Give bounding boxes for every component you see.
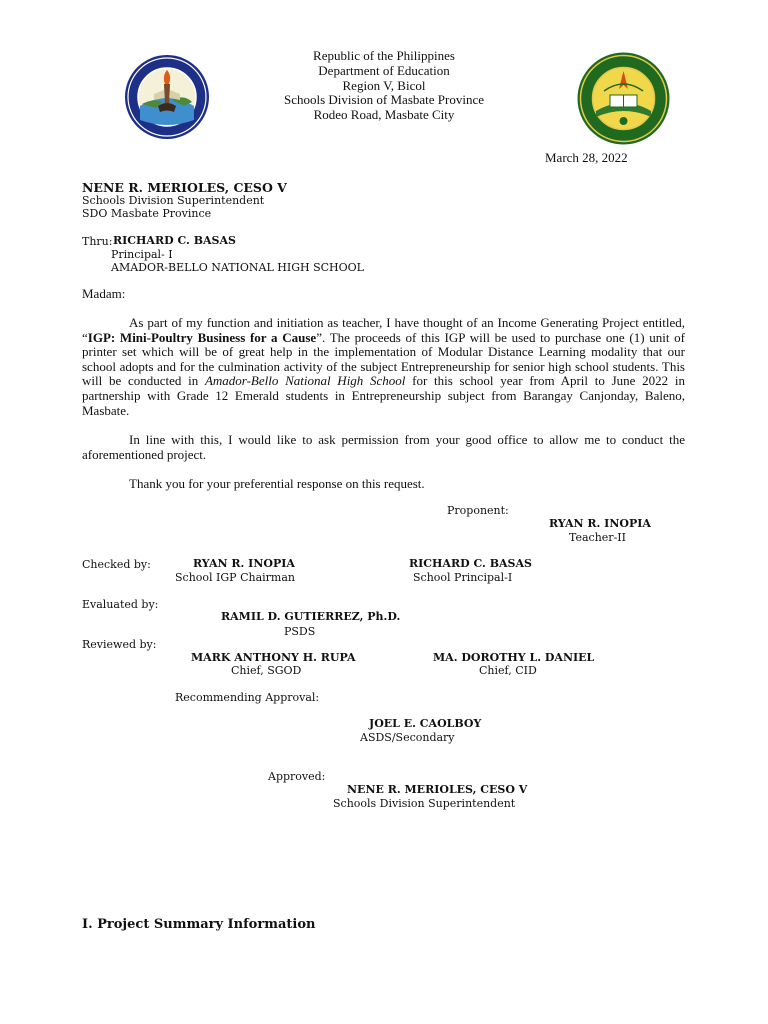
recommending-approval-label: Recommending Approval: [175, 691, 320, 704]
reviewed-by-name-2: MA. DOROTHY L. DANIEL [433, 651, 595, 664]
letter-date: March 28, 2022 [545, 150, 628, 165]
addressee-title: Schools Division Superintendent [82, 194, 265, 207]
header-country: Republic of the Philippines [313, 48, 455, 63]
checked-by-title-2: School Principal-I [413, 571, 513, 584]
header-region: Region V, Bicol [342, 77, 426, 93]
header-department: Department of Education [318, 62, 450, 78]
evaluated-by-title: PSDS [284, 625, 316, 638]
letterhead [200, 49, 568, 123]
deped-division-seal [124, 54, 210, 140]
reviewed-by-title-2: Chief, CID [479, 664, 537, 677]
project-title: IGP: Mini-Poultry Business for a Cause [87, 329, 317, 345]
paragraph-2-text: In line with this, I would like to ask permission from your good office to allow me to conduct the aforementioned project. [82, 432, 685, 462]
paragraph-1-intro: As part of my function and initiation as teacher, I have thought of an Income Generating Project entitled, “ [82, 315, 685, 345]
body-paragraph-2 [82, 433, 685, 462]
addressee-office: SDO Masbate Province [82, 207, 212, 220]
salutation: Madam: [82, 286, 126, 301]
checked-by-name-1: RYAN R. INOPIA [193, 557, 295, 570]
addressee-name: NENE R. MERIOLES, CESO V [82, 180, 287, 195]
checked-by-name-2: RICHARD C. BASAS [409, 557, 532, 570]
header-address: Rodeo Road, Masbate City [313, 107, 455, 123]
thru-label: Thru: [82, 235, 113, 248]
approved-title: Schools Division Superintendent [333, 797, 516, 810]
approved-label: Approved: [268, 770, 326, 783]
paragraph-1-middle: ”. The proceeds of this IGP will be used to purchase one (1) unit of printer set which will be of great help in the implementation of Modular Distance Learning modality that our school adopts and for the culmination activity of the subject Entrepreneurship for senior high school students. This will be conducted in [82, 329, 685, 389]
recommending-approval-title: ASDS/Secondary [360, 731, 455, 744]
checked-by-label: Checked by: [82, 558, 151, 571]
body-paragraph-1 [82, 316, 685, 418]
paragraph-1-end: for this school year from April to June 2022 in partnership with Grade 12 Emerald students in Entrepreneurship subject from Barangay Canjonday, Baleno, Masbate. [82, 373, 685, 418]
reviewed-by-name-1: MARK ANTHONY H. RUPA [191, 651, 356, 664]
reviewed-by-label: Reviewed by: [82, 638, 157, 651]
proponent-title: Teacher-II [569, 531, 626, 544]
recommending-approval-name: JOEL E. CAOLBOY [369, 717, 482, 730]
checked-by-title-1: School IGP Chairman [175, 571, 295, 584]
thru-title: Principal- I [111, 248, 173, 261]
evaluated-by-name: RAMIL D. GUTIERREZ, Ph.D. [221, 610, 401, 623]
header-division: Schools Division of Masbate Province [283, 92, 485, 108]
paragraph-3-text: Thank you for your preferential response on this request. [129, 476, 425, 491]
school-name-italic: Amador-Bello National High School [204, 373, 406, 389]
thru-school: AMADOR-BELLO NATIONAL HIGH SCHOOL [111, 261, 364, 274]
amador-bello-school-seal [576, 51, 671, 146]
section-heading: I. Project Summary Information [82, 917, 316, 932]
thru-name: RICHARD C. BASAS [113, 234, 236, 247]
proponent-name: RYAN R. INOPIA [549, 517, 651, 530]
body-paragraph-3 [82, 477, 685, 492]
evaluated-by-label: Evaluated by: [82, 598, 159, 611]
approved-name: NENE R. MERIOLES, CESO V [347, 783, 528, 796]
reviewed-by-title-1: Chief, SGOD [231, 664, 302, 677]
proponent-label: Proponent: [447, 504, 509, 517]
